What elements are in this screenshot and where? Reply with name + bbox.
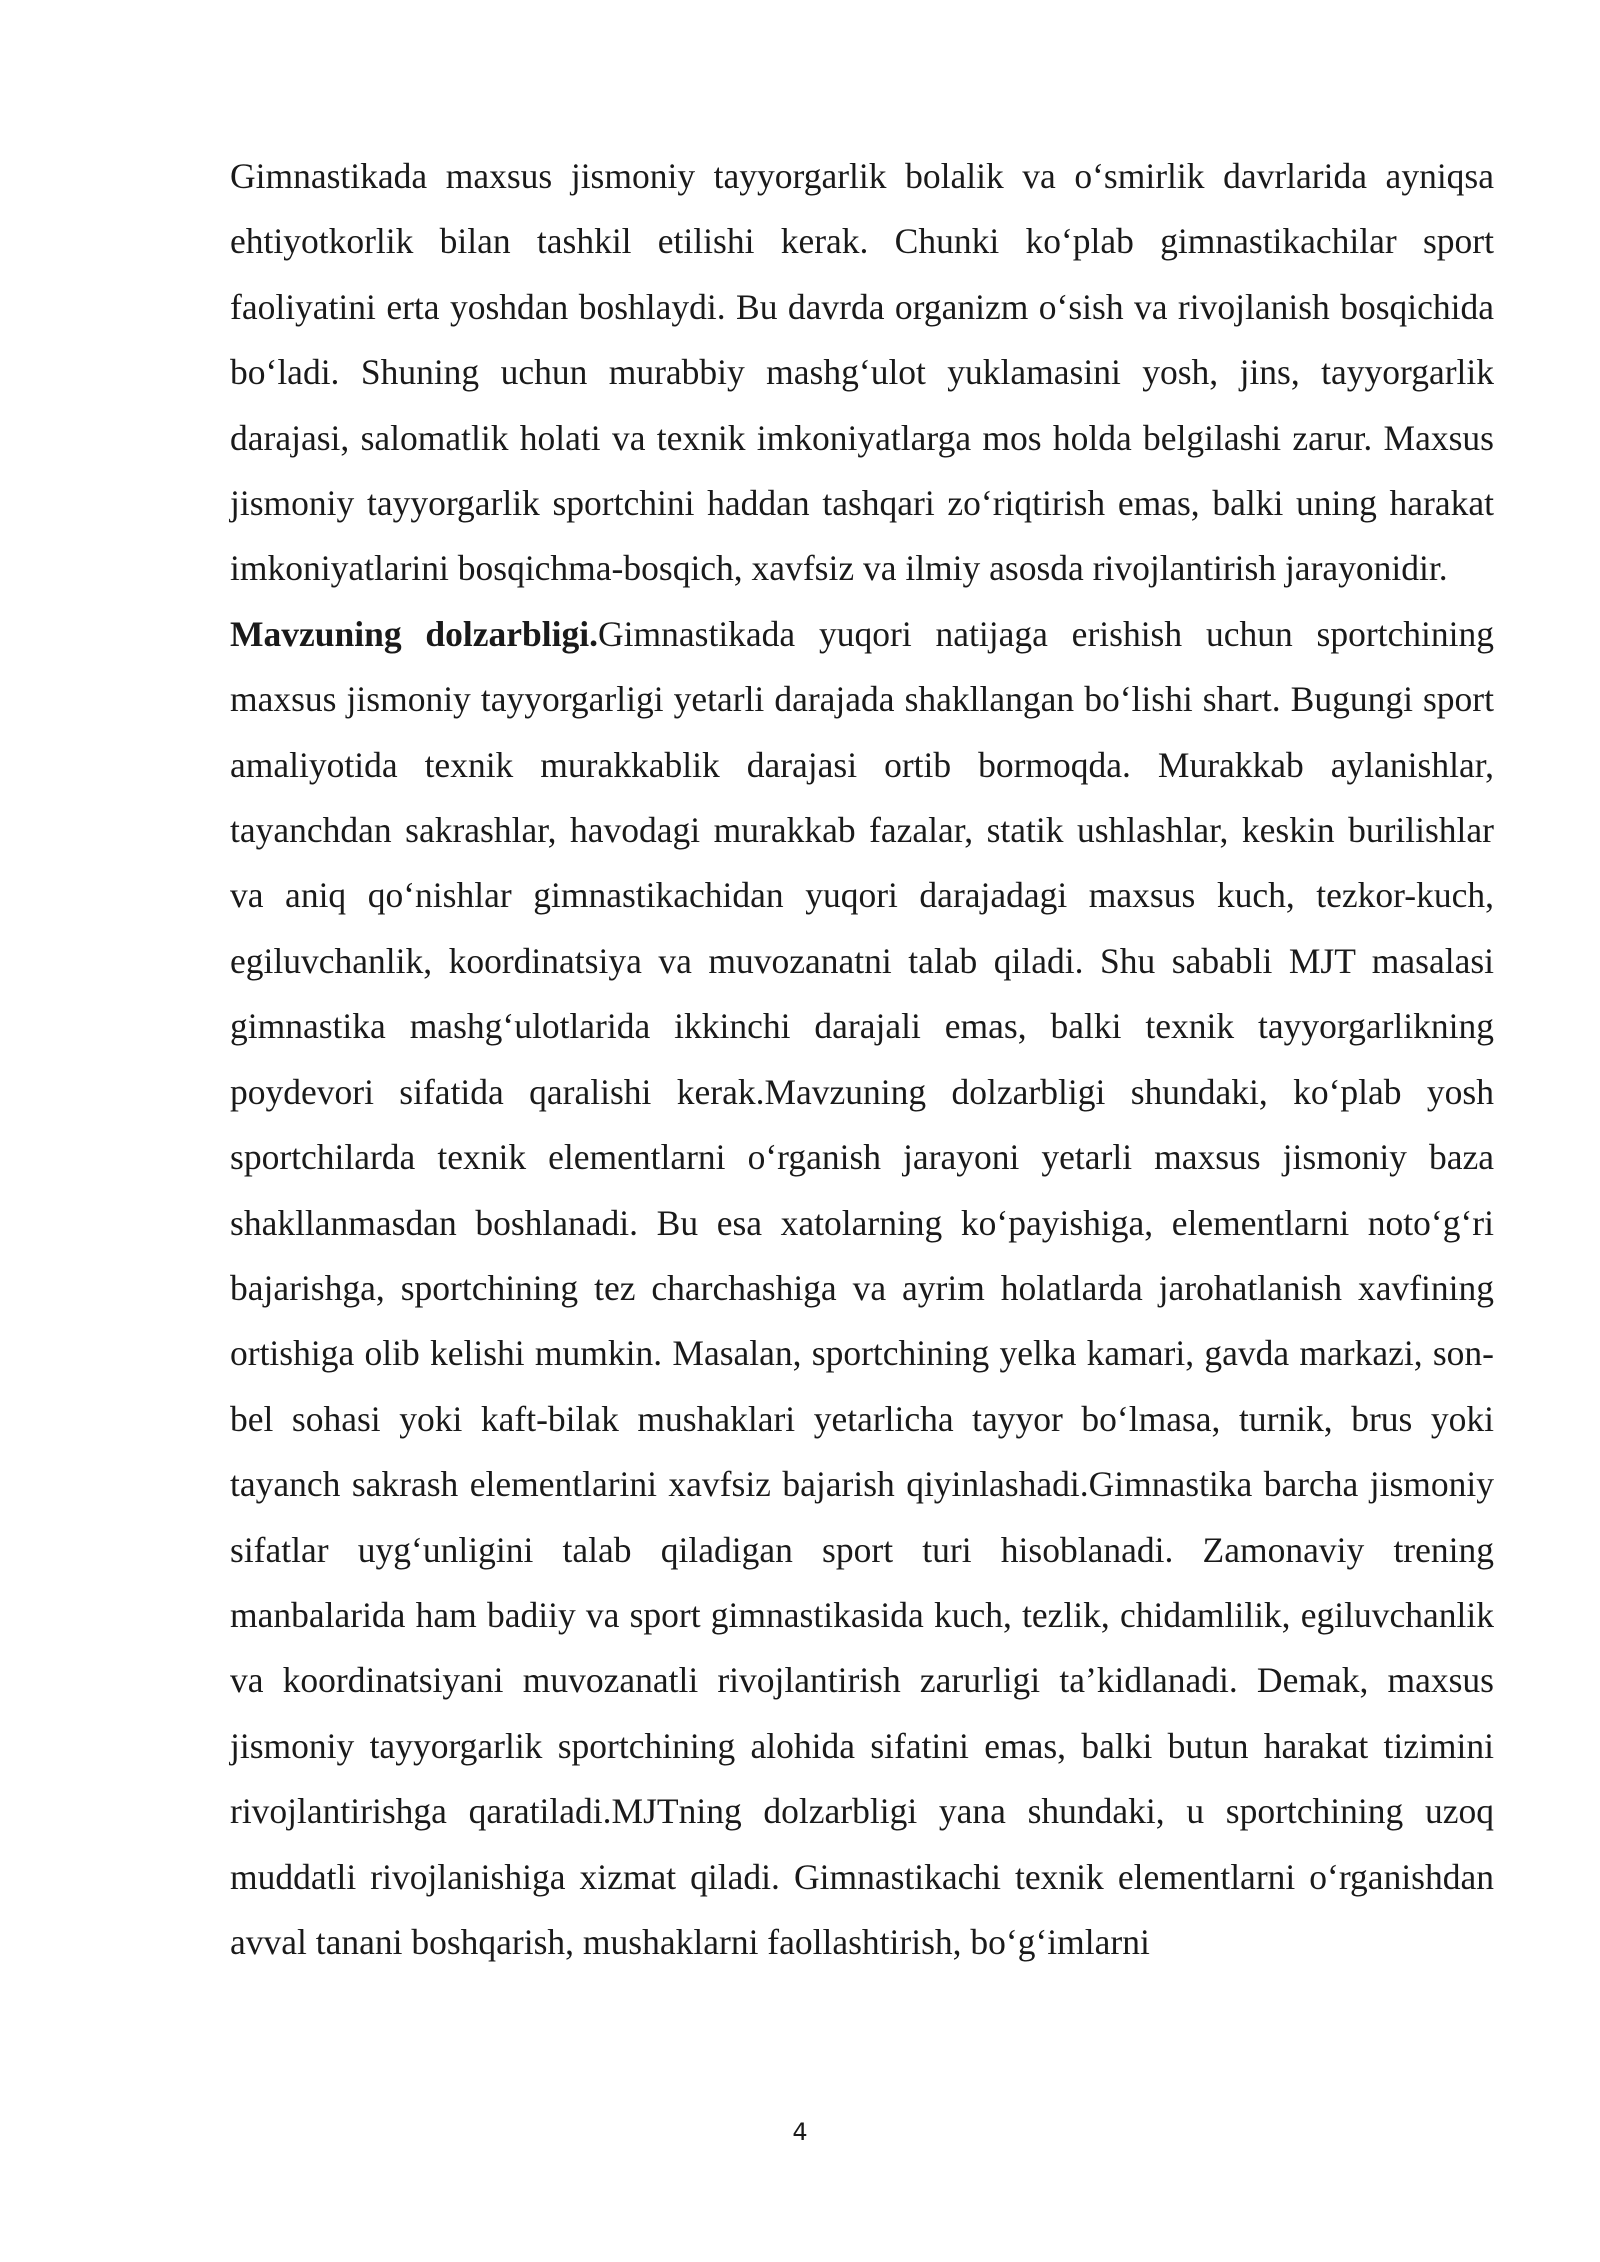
paragraph-intro: Gimnastikada maxsus jismoniy tayyorgarlik bolalik va o‘smirlik davrlarida ayniqsa ehtiyotkorlik bilan tashkil etilishi kerak. Chunki ko‘plab gimnastikachilar sport faoliyatini erta yoshdan boshlaydi. Bu davrda organizm o‘sish va rivojlanish bosqichida bo‘ladi. Shuning uchun murabbiy mashg‘ulot yuklamasini yosh, jins, tayyorgarlik darajasi, salomatlik holati va texnik imkoniyatlarga mos holda belgilashi zarur. Maxsus jismoniy tayyorgarlik sportchini haddan tashqari zo‘riqtirish emas, balki uning harakat imkoniyatlarini bosqichma-bosqich, xavfsiz va ilmiy asosda rivojlantirish jarayonidir. xyxy=(230,156,1494,589)
body-text xyxy=(230,144,1494,1975)
paragraph-relevance xyxy=(230,602,1494,1976)
paragraph-relevance-body: Gimnastikada yuqori natijaga erishish uchun sportchining maxsus jismoniy tayyorgarligi yetarli darajada shakllangan bo‘lishi shart. Bugungi sport amaliyotida texnik murakkablik darajasi ortib bormoqda. Murakkab aylanishlar, tayanchdan sakrashlar, havodagi murakkab fazalar, statik ushlashlar, keskin burilishlar va aniq qo‘nishlar gimnastikachidan yuqori darajadagi maxsus kuch, tezkor-kuch, egiluvchanlik, koordinatsiya va muvozanatni talab qiladi. Shu sababli MJT masalasi gimnastika mashg‘ulotlarida ikkinchi darajali emas, balki texnik tayyorgarlikning poydevori sifatida qaralishi kerak.Mavzuning dolzarbligi shundaki, ko‘plab yosh sportchilarda texnik elementlarni o‘rganish jarayoni yetarli maxsus jismoniy baza shakllanmasdan boshlanadi. Bu esa xatolarning ko‘payishiga, elementlarni noto‘g‘ri bajarishga, sportchining tez charchashiga va ayrim holatlarda jarohatlanish xavfining ortishiga olib kelishi mumkin. Masalan, sportchining yelka kamari, gavda markazi, son-bel sohasi yoki kaft-bilak mushaklari yetarlicha tayyor bo‘lmasa, turnik, brus yoki tayanch sakrash elementlarini xavfsiz bajarish qiyinlashadi.Gimnastika barcha jismoniy sifatlar uyg‘unligini talab qiladigan sport turi hisoblanadi. Zamonaviy trening manbalarida ham badiiy va sport gimnastikasida kuch, tezlik, chidamlilik, egiluvchanlik va koordinatsiyani muvozanatli rivojlantirish zarurligi ta’kidlanadi. Demak, maxsus jismoniy tayyorgarlik sportchining alohida sifatini emas, balki butun harakat tizimini rivojlantirishga qaratiladi.MJTning dolzarbligi yana shundaki, u sportchining uzoq muddatli rivojlanishiga xizmat qiladi. Gimnastikachi texnik elementlarni o‘rganishdan avval tanani boshqarish, mushaklarni faollashtirish, bo‘g‘imlarni xyxy=(230,613,1494,1962)
page-number: 4 xyxy=(792,2118,808,2146)
section-heading: Mavzuning dolzarbligi. xyxy=(230,613,599,654)
